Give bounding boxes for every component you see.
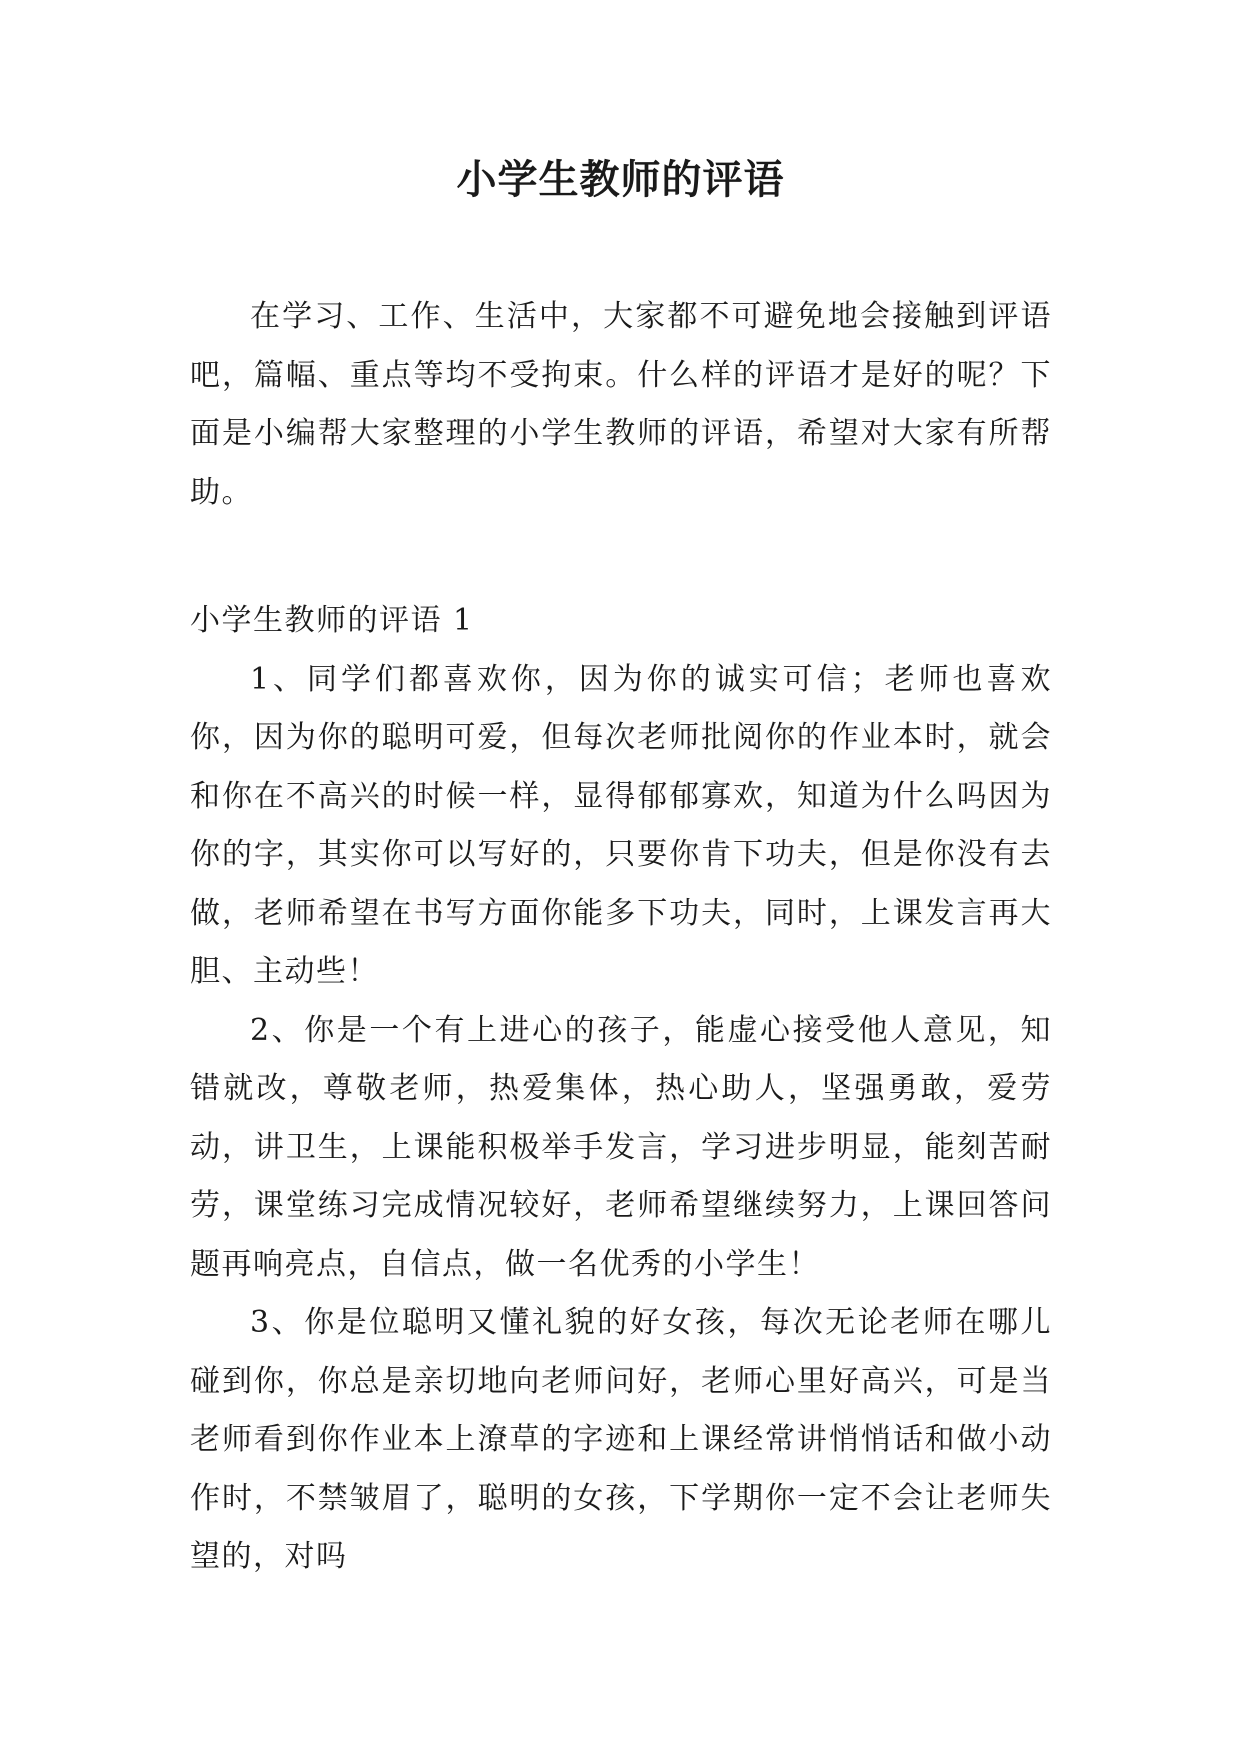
comment-item-2: 2、你是一个有上进心的孩子，能虚心接受他人意见，知错就改，尊敬老师，热爱集体，热心助人，坚强勇敢，爱劳动，讲卫生，上课能积极举手发言，学习进步明显，能刻苦耐劳，课堂练习完成情况较好，老师希望继续努力，上课回答问题再响亮点，自信点，做一名优秀的小学生！ [190, 1012, 1052, 1282]
comment-item-3: 3、你是位聪明又懂礼貌的好女孩，每次无论老师在哪儿碰到你，你总是亲切地向老师问好，老师心里好高兴，可是当老师看到你作业本上潦草的字迹和上课经常讲悄悄话和做小动作时，不禁皱眉了，聪明的女孩，下学期你一定不会让老师失望的，对吗 [190, 1305, 1052, 1574]
intro-paragraph: 在学习、工作、生活中，大家都不可避免地会接触到评语吧，篇幅、重点等均不受拘束。什么样的评语才是好的呢？下面是小编帮大家整理的小学生教师的评语，希望对大家有所帮助。 [190, 299, 1052, 510]
document-title: 小学生教师的评语 [456, 156, 785, 203]
document-body [190, 288, 1052, 1587]
comment-item-1: 1、同学们都喜欢你，因为你的诚实可信；老师也喜欢你，因为你的聪明可爱，但每次老师批阅你的作业本时，就会和你在不高兴的时候一样，显得郁郁寡欢，知道为什么吗因为你的字，其实你可以写好的，只要你肯下功夫，但是你没有去做，老师希望在书写方面你能多下功夫，同时，上课发言再大胆、主动些！ [190, 661, 1052, 989]
section-heading: 小学生教师的评语 1 [190, 603, 474, 638]
paragraph-spacer [190, 522, 1052, 592]
